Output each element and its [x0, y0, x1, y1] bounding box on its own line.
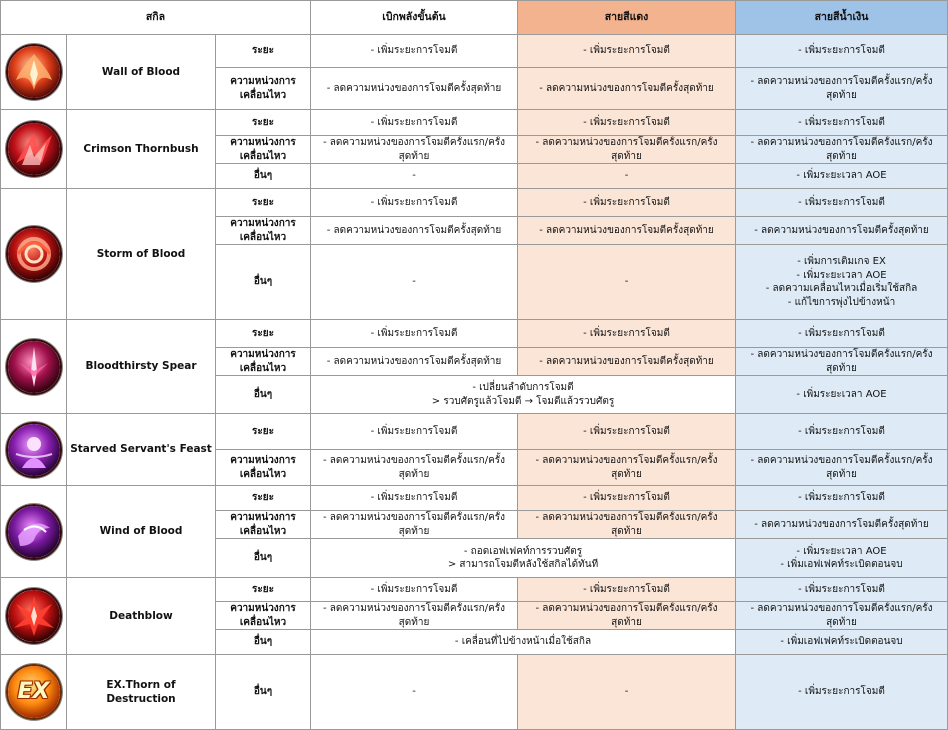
skill-icon-cell	[1, 414, 67, 486]
table-row	[1, 320, 948, 348]
row-label-delay: ความหน่วงการเคลื่อนไหว	[216, 217, 311, 245]
blue-cell-line: - แก้ไขการพุ่งไปข้างหน้า	[787, 296, 896, 308]
row-label-delay: ความหน่วงการเคลื่อนไหว	[216, 511, 311, 539]
base-cell: -	[311, 245, 518, 320]
base-cell: - เพิ่มระยะการโจมตี	[311, 35, 518, 68]
blue-cell: - ลดความหน่วงของการโจมตีครั้งแรก/ครั้งสุดท้าย	[736, 450, 948, 486]
skill-rows	[1, 35, 948, 730]
row-label-other: อื่นๆ	[216, 164, 311, 189]
skill-icon-cell	[1, 189, 67, 320]
blue-cell: - เพิ่มระยะการโจมตี	[736, 414, 948, 450]
blue-cell-line: - เพิ่มการเติมเกจ EX	[797, 256, 886, 267]
merged-base-red-line: - เปลี่ยนลำดับการโจมตี	[472, 382, 574, 393]
red-cell: - ลดความหน่วงของการโจมตีครั้งแรก/ครั้งสุดท้าย	[518, 602, 736, 630]
row-label-range: ระยะ	[216, 35, 311, 68]
blue-cell: - เพิ่มระยะเวลา AOE	[736, 164, 948, 189]
table-row	[1, 655, 948, 730]
row-label-other: อื่นๆ	[216, 630, 311, 655]
base-cell: - ลดความหน่วงของการโจมตีครั้งแรก/ครั้งสุดท้าย	[311, 136, 518, 164]
red-cell: - ลดความหน่วงของการโจมตีครั้งสุดท้าย	[518, 68, 736, 110]
blue-cell: - ลดความหน่วงของการโจมตีครั้งแรก/ครั้งสุดท้าย	[736, 136, 948, 164]
row-label-delay: ความหน่วงการเคลื่อนไหว	[216, 602, 311, 630]
blue-cell: - เพิ่มเอฟเฟคท์ระเบิดตอนจบ	[736, 630, 948, 655]
crimson-thorn-icon	[6, 121, 62, 177]
ex-thorn-icon	[6, 664, 62, 720]
blue-cell-line: - เพิ่มระยะเวลา AOE	[796, 269, 887, 281]
base-cell: - ลดความหน่วงของการโจมตีครั้งสุดท้าย	[311, 348, 518, 376]
base-cell: - ลดความหน่วงของการโจมตีครั้งแรก/ครั้งสุดท้าย	[311, 602, 518, 630]
skill-icon-cell	[1, 35, 67, 110]
blue-cell-line: - เพิ่มเอฟเฟคท์ระเบิดตอนจบ	[780, 559, 903, 570]
blue-cell: - เพิ่มระยะเวลา AOE	[736, 376, 948, 414]
row-label-range: ระยะ	[216, 320, 311, 348]
base-cell: - เพิ่มระยะการโจมตี	[311, 486, 518, 511]
red-cell: - เพิ่มระยะการโจมตี	[518, 110, 736, 136]
merged-base-red-line: - เคลื่อนที่ไปข้างหน้าเมื่อใช้สกิล	[454, 636, 592, 648]
blood-wall-icon	[6, 44, 62, 100]
skill-name: EX.Thorn of Destruction	[67, 655, 216, 730]
red-cell: - เพิ่มระยะการโจมตี	[518, 35, 736, 68]
skill-name: Deathblow	[67, 578, 216, 655]
blue-cell: - เพิ่มระยะการโจมตี	[736, 486, 948, 511]
blood-spear-icon	[6, 339, 62, 395]
blue-cell: - ลดความหน่วงของการโจมตีครั้งสุดท้าย	[736, 511, 948, 539]
blue-cell: - เพิ่มระยะการโจมตี	[736, 35, 948, 68]
row-label-range: ระยะ	[216, 110, 311, 136]
blue-cell: - เพิ่มระยะการโจมตี	[736, 189, 948, 217]
base-cell: - ลดความหน่วงของการโจมตีครั้งแรก/ครั้งสุดท้าย	[311, 511, 518, 539]
skill-name: Starved Servant's Feast	[67, 414, 216, 486]
blue-cell: - ลดความหน่วงของการโจมตีครั้งสุดท้าย	[736, 217, 948, 245]
row-label-other: อื่นๆ	[216, 539, 311, 578]
red-cell: -	[518, 655, 736, 730]
red-cell: - ลดความหน่วงของการโจมตีครั้งสุดท้าย	[518, 217, 736, 245]
red-cell: - ลดความหน่วงของการโจมตีครั้งแรก/ครั้งสุดท้าย	[518, 450, 736, 486]
table-row	[1, 486, 948, 511]
merged-base-red-line: - ถอดเอฟเฟคท์การรวบศัตรู	[463, 545, 583, 557]
blue-cell: - เพิ่มระยะการโจมตี	[736, 110, 948, 136]
skill-name: Crimson Thornbush	[67, 110, 216, 189]
merged-base-red-line: > สามารถโจมตีหลังใช้สกิลได้ทันที	[447, 559, 599, 570]
red-cell: - เพิ่มระยะการโจมตี	[518, 578, 736, 602]
servant-feast-icon	[6, 422, 62, 478]
header-row	[1, 1, 948, 35]
skill-icon-cell	[1, 486, 67, 578]
base-cell: - เพิ่มระยะการโจมตี	[311, 578, 518, 602]
row-label-range: ระยะ	[216, 486, 311, 511]
header-blue: สายสีน้ำเงิน	[736, 1, 948, 35]
base-cell: -	[311, 655, 518, 730]
skill-icon-cell	[1, 320, 67, 414]
row-label-delay: ความหน่วงการเคลื่อนไหว	[216, 450, 311, 486]
row-label-range: ระยะ	[216, 578, 311, 602]
row-label-delay: ความหน่วงการเคลื่อนไหว	[216, 68, 311, 110]
red-cell: - เพิ่มระยะการโจมตี	[518, 486, 736, 511]
base-cell: - ลดความหน่วงของการโจมตีครั้งแรก/ครั้งสุดท้าย	[311, 450, 518, 486]
base-cell: -	[311, 164, 518, 189]
blue-cell: - ลดความหน่วงของการโจมตีครั้งแรก/ครั้งสุดท้าย	[736, 348, 948, 376]
skill-name: Storm of Blood	[67, 189, 216, 320]
table-row	[1, 110, 948, 136]
red-cell: - เพิ่มระยะการโจมตี	[518, 189, 736, 217]
blue-cell: - เพิ่มระยะการโจมตี	[736, 320, 948, 348]
red-cell: -	[518, 164, 736, 189]
row-label-other: อื่นๆ	[216, 376, 311, 414]
blue-cell	[736, 245, 948, 320]
skill-icon-cell	[1, 110, 67, 189]
base-cell: - ลดความหน่วงของการโจมตีครั้งสุดท้าย	[311, 68, 518, 110]
base-cell: - เพิ่มระยะการโจมตี	[311, 189, 518, 217]
deathblow-icon	[6, 588, 62, 644]
blue-cell-line: - เพิ่มระยะเวลา AOE	[796, 545, 887, 557]
red-cell: - ลดความหน่วงของการโจมตีครั้งแรก/ครั้งสุดท้าย	[518, 511, 736, 539]
row-label-other: อื่นๆ	[216, 655, 311, 730]
base-cell: - เพิ่มระยะการโจมตี	[311, 320, 518, 348]
header-red: สายสีแดง	[518, 1, 736, 35]
skill-icon-cell	[1, 655, 67, 730]
row-label-other: อื่นๆ	[216, 245, 311, 320]
row-label-delay: ความหน่วงการเคลื่อนไหว	[216, 348, 311, 376]
red-cell: - เพิ่มระยะการโจมตี	[518, 320, 736, 348]
merged-base-red-cell	[311, 376, 736, 414]
red-cell: - ลดความหน่วงของการโจมตีครั้งสุดท้าย	[518, 348, 736, 376]
base-cell: - เพิ่มระยะการโจมตี	[311, 414, 518, 450]
merged-base-red-cell	[311, 539, 736, 578]
ex-icon-label: EX	[17, 679, 50, 704]
skill-icon-cell	[1, 578, 67, 655]
base-cell: - ลดความหน่วงของการโจมตีครั้งสุดท้าย	[311, 217, 518, 245]
blue-cell: - เพิ่มระยะการโจมตี	[736, 578, 948, 602]
skill-name: Wall of Blood	[67, 35, 216, 110]
blood-wind-icon	[6, 504, 62, 560]
header-skill: สกิล	[1, 1, 311, 35]
skill-name: Bloodthirsty Spear	[67, 320, 216, 414]
blood-storm-icon	[6, 226, 62, 282]
base-cell: - เพิ่มระยะการโจมตี	[311, 110, 518, 136]
merged-base-red-line: > รวบศัตรูแล้วโจมตี → โจมตีแล้วรวบศัตรู	[431, 395, 615, 407]
blue-cell: - ลดความหน่วงของการโจมตีครั้งแรก/ครั้งสุดท้าย	[736, 68, 948, 110]
row-label-delay: ความหน่วงการเคลื่อนไหว	[216, 136, 311, 164]
blue-cell	[736, 539, 948, 578]
merged-base-red-cell	[311, 630, 736, 655]
header-base: เบิกพลังขั้นต้น	[311, 1, 518, 35]
red-cell: - ลดความหน่วงของการโจมตีครั้งแรก/ครั้งสุดท้าย	[518, 136, 736, 164]
row-label-range: ระยะ	[216, 414, 311, 450]
row-label-range: ระยะ	[216, 189, 311, 217]
table-row	[1, 578, 948, 602]
blue-cell: - เพิ่มระยะการโจมตี	[736, 655, 948, 730]
red-cell: -	[518, 245, 736, 320]
table-row	[1, 189, 948, 217]
skill-name: Wind of Blood	[67, 486, 216, 578]
blue-cell-line: - ลดความเคลื่อนไหวเมื่อเริ่มใช้สกิล	[765, 283, 918, 294]
table-row	[1, 414, 948, 450]
blue-cell: - ลดความหน่วงของการโจมตีครั้งแรก/ครั้งสุดท้าย	[736, 602, 948, 630]
red-cell: - เพิ่มระยะการโจมตี	[518, 414, 736, 450]
table-row	[1, 35, 948, 68]
